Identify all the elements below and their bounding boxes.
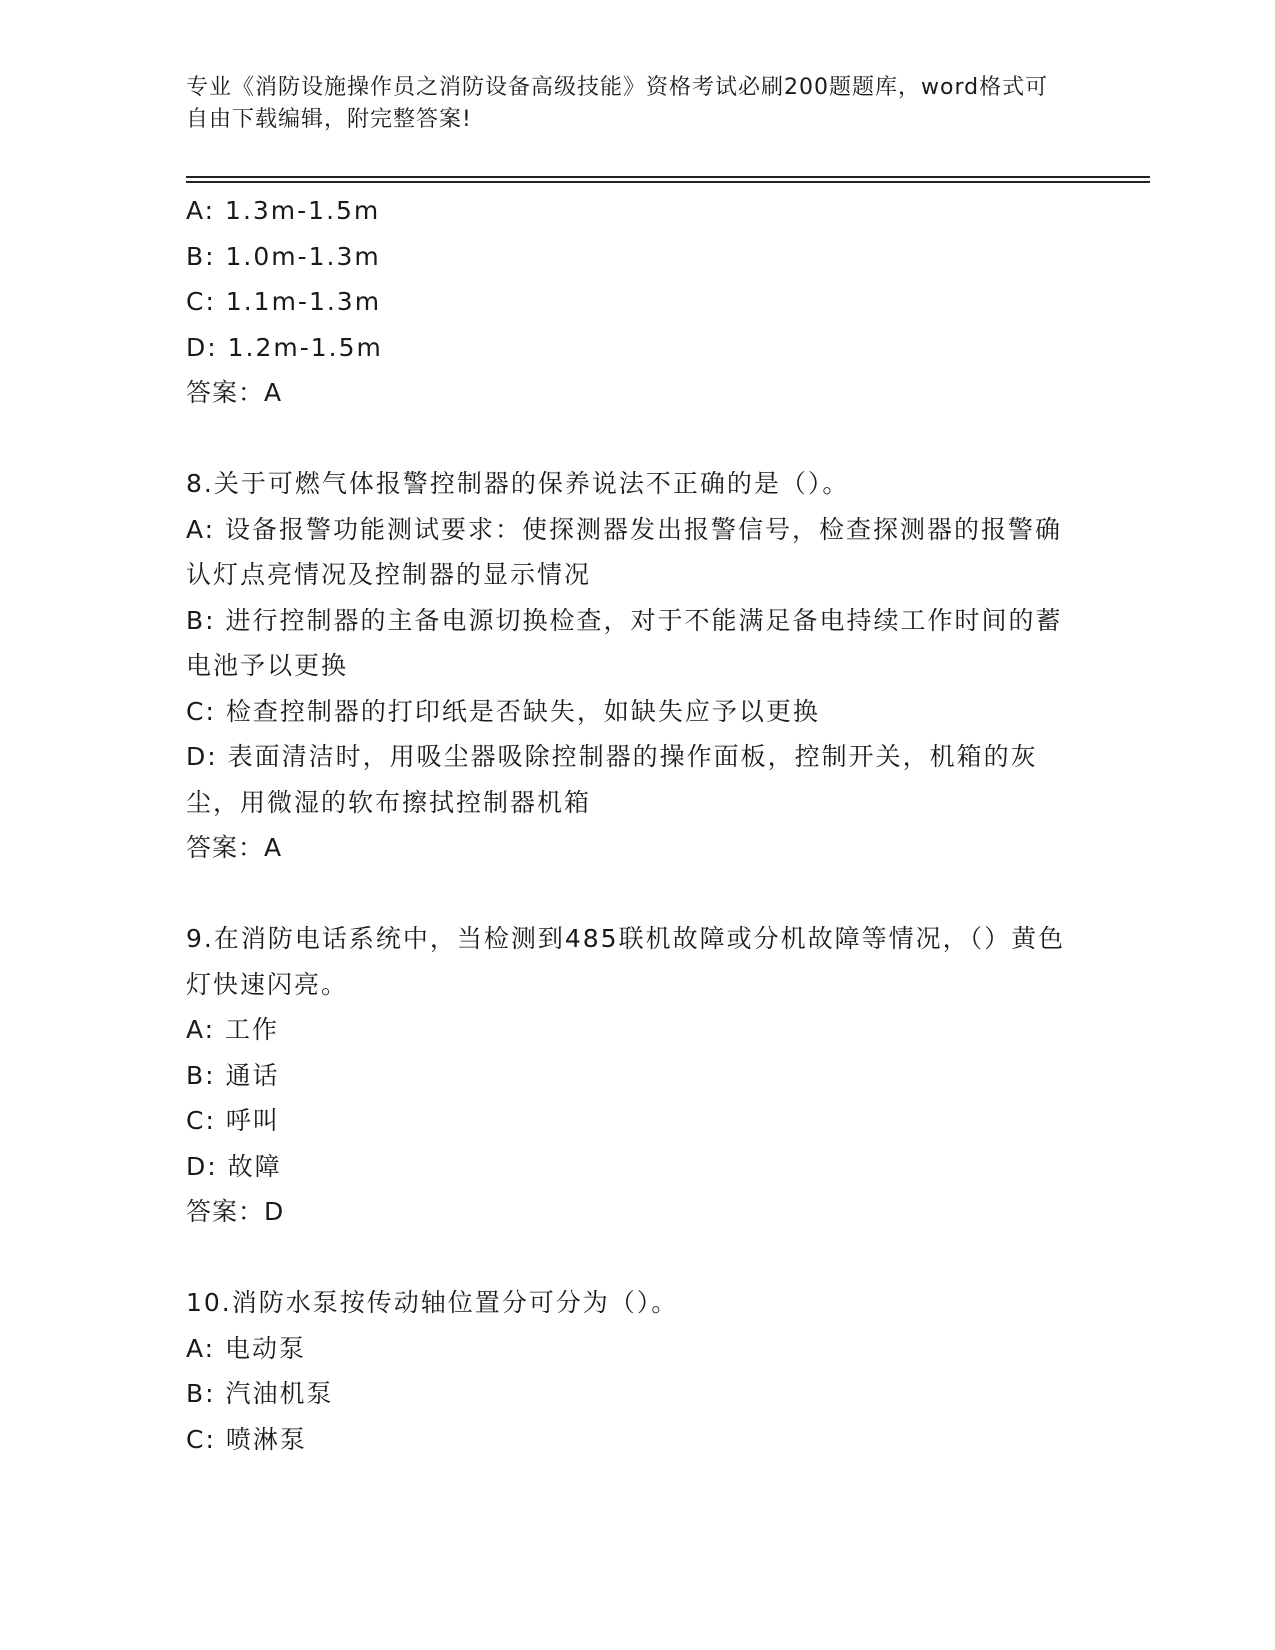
option-d: D: 1.2m-1.5m (186, 332, 383, 362)
option-c: C: 呼叫 (186, 1106, 280, 1135)
answer: 答案：A (186, 833, 283, 862)
question-text: 10.消防水泵按传动轴位置分可分为（）。 (186, 1288, 679, 1317)
option-a: A: 设备报警功能测试要求：使探测器发出报警信号，检查探测器的报警确认灯点亮情况及控制器的显示情况 (186, 514, 1063, 589)
question-list (186, 188, 1086, 1462)
option-b: B: 进行控制器的主备电源切换检查，对于不能满足备电持续工作时间的蓄电池予以更换 (186, 605, 1063, 680)
option-b: B: 汽油机泵 (186, 1379, 334, 1408)
option-d: D: 故障 (186, 1151, 282, 1181)
question-7-tail (186, 188, 1086, 416)
option-b: B: 通话 (186, 1060, 280, 1090)
answer: 答案：A (186, 378, 283, 407)
header-divider-top (186, 176, 1150, 178)
question-text: 8.关于可燃气体报警控制器的保养说法不正确的是（）。 (186, 469, 850, 498)
spacer (186, 1235, 1086, 1281)
option-a: A: 工作 (186, 1015, 280, 1044)
option-b: B: 1.0m-1.3m (186, 241, 381, 271)
spacer (186, 416, 1086, 462)
option-c: C: 检查控制器的打印纸是否缺失，如缺失应予以更换 (186, 696, 820, 726)
option-c: C: 喷淋泵 (186, 1424, 307, 1454)
option-a: A: 电动泵 (186, 1333, 307, 1363)
option-d: D: 表面清洁时，用吸尘器吸除控制器的操作面板，控制开关，机箱的灰尘，用微湿的软布擦拭控制器机箱 (186, 742, 1038, 817)
header-divider-bottom (186, 181, 1150, 183)
spacer (186, 871, 1086, 917)
question-9 (186, 916, 1086, 1235)
answer: 答案：D (186, 1197, 285, 1226)
question-10 (186, 1280, 1086, 1462)
option-a: A: 1.3m-1.5m (186, 196, 381, 225)
question-8 (186, 461, 1086, 871)
option-c: C: 1.1m-1.3m (186, 287, 382, 316)
question-text: 9.在消防电话系统中，当检测到485联机故障或分机故障等情况，（）黄色灯快速闪亮。 (186, 924, 1066, 999)
document-header: 专业《消防设施操作员之消防设备高级技能》资格考试必刷200题题库，word格式可自由下载编辑，附完整答案! (186, 75, 1049, 132)
